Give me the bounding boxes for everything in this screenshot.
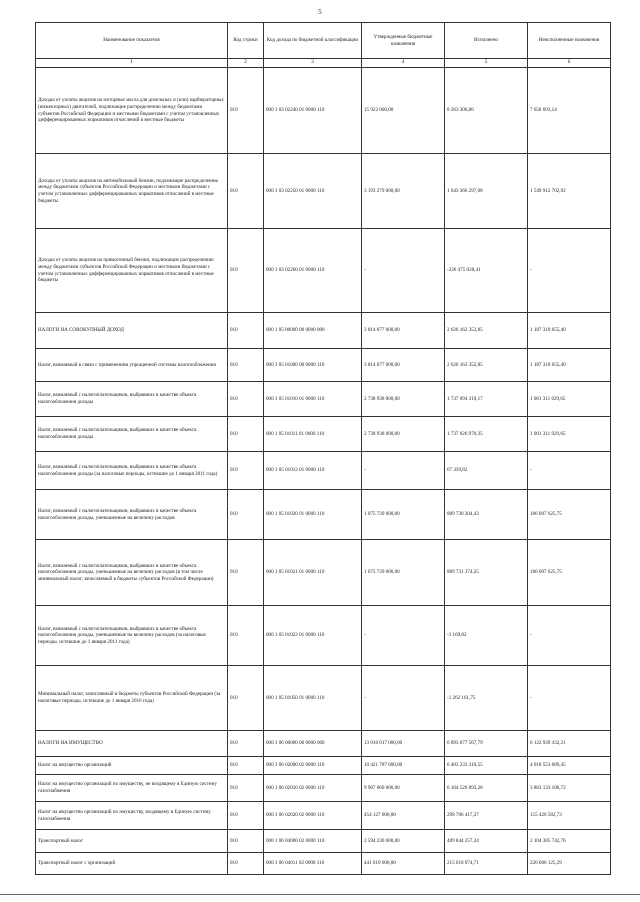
row-code: 010 [228,490,264,540]
row-executed: 215 018 874,71 [445,853,528,875]
row-name: Налог, взимаемый с налогоплательщиков, выбравших в качестве объекта налогообложения доходы [36,382,228,417]
column-header: Наименование показателя [36,23,228,59]
row-classification: 000 1 03 02250 01 0000 110 [264,154,362,229]
table-row [36,606,611,666]
row-code: 010 [228,606,264,666]
row-code: 010 [228,775,264,802]
row-name: НАЛОГИ НА ИМУЩЕСТВО [36,731,228,757]
row-code: 010 [228,382,264,417]
row-approved: 2 738 938 000,00 [362,417,445,452]
column-header: Код строки [228,23,264,59]
row-name: Транспортный налог с организаций [36,853,228,875]
column-number: 6 [528,59,611,68]
row-approved: - [362,606,445,666]
row-executed: 1 737 626 970,35 [445,417,528,452]
row-classification: 000 1 05 01000 00 0000 110 [264,349,362,382]
row-classification: 000 1 06 02000 02 0000 110 [264,757,362,775]
row-executed: 1 643 366 297,08 [445,154,528,229]
row-name: Налог, взимаемый с налогоплательщиков, выбравших в качестве объекта налогообложения доходы, уменьшенные на величину расходов (в том числе минимальный налог, зачисляемый в бюджеты субъектов Российской Федерации) [36,540,228,606]
row-code: 010 [228,349,264,382]
row-approved: 454 127 000,00 [362,802,445,830]
table-row [36,417,611,452]
row-unexecuted: - [528,606,611,666]
column-number: 3 [264,59,362,68]
row-approved: 3 814 677 000,00 [362,349,445,382]
row-classification: 000 1 05 01050 01 0000 110 [264,666,362,731]
row-classification: 000 1 03 02240 01 0000 110 [264,68,362,154]
budget-execution-table [35,22,611,875]
column-header: Исполнено [445,23,528,59]
row-approved: 441 019 000,00 [362,853,445,875]
row-executed: 6 104 526 893,28 [445,775,528,802]
row-executed: 889 730 204,43 [445,490,528,540]
row-code: 010 [228,452,264,490]
table-row [36,666,611,731]
table-row [36,853,611,875]
row-approved: - [362,229,445,313]
row-classification: 000 1 05 01012 01 0000 110 [264,452,362,490]
table-row [36,802,611,830]
row-approved: 1 075 739 000,00 [362,540,445,606]
row-unexecuted: 4 018 553 689,45 [528,757,611,775]
row-name: Доходы от уплаты акцизов на моторные масла для дизельных и (или) карбюраторных (инжекторных) двигателей, подлежащие распределению между бюджетами субъектов Российской Федерации и местными бюджетами с учетом установленных дифференцированных нормативов отчислений в местные бюджеты [36,68,228,154]
row-classification: 000 1 06 04000 02 0000 110 [264,830,362,853]
row-approved: 13 016 017 000,00 [362,731,445,757]
row-code: 010 [228,313,264,349]
row-classification: 000 1 06 02010 02 0000 110 [264,775,362,802]
table-row [36,68,611,154]
row-classification: 000 1 05 01011 01 0000 110 [264,417,362,452]
row-unexecuted: 186 007 625,75 [528,490,611,540]
table-row [36,313,611,349]
table-row [36,731,611,757]
row-code: 010 [228,853,264,875]
row-unexecuted: 6 122 939 432,21 [528,731,611,757]
row-unexecuted: 7 658 693,14 [528,68,611,154]
row-executed: -226 475 028,41 [445,229,528,313]
table-row [36,154,611,229]
row-executed: 8 263 306,86 [445,68,528,154]
row-classification: 000 1 03 02260 01 0000 110 [264,229,362,313]
row-unexecuted: 155 420 582,73 [528,802,611,830]
row-approved: 1 075 739 000,00 [362,490,445,540]
row-approved: - [362,666,445,731]
row-name: Минимальный налог, зачисляемый в бюджеты субъектов Российской Федерации (за налоговые периоды, истекшие до 1 января 2016 года) [36,666,228,731]
row-executed: 298 706 417,27 [445,802,528,830]
row-unexecuted: 3 863 133 106,72 [528,775,611,802]
row-executed: 6 893 077 567,79 [445,731,528,757]
row-unexecuted: 186 007 625,75 [528,540,611,606]
row-executed: 6 403 233 310,55 [445,757,528,775]
row-classification: 000 1 05 01020 01 0000 110 [264,490,362,540]
row-executed: 889 731 374,25 [445,540,528,606]
row-name: Налог, взимаемый с налогоплательщиков, выбравших в качестве объекта налогообложения доходы, уменьшенные на величину расходов [36,490,228,540]
row-code: 010 [228,731,264,757]
row-name: Налог на имущество организаций по имуществу, входящему в Единую систему газоснабжения [36,802,228,830]
row-unexecuted: 2 104 385 742,76 [528,830,611,853]
row-name: Налог, взимаемый с налогоплательщиков, выбравших в качестве объекта налогообложения доходы (за налоговые периоды, истекшие до 1 января 2011 года) [36,452,228,490]
table-row [36,757,611,775]
row-name: Транспортный налог [36,830,228,853]
row-approved: 9 967 660 000,00 [362,775,445,802]
row-name: НАЛОГИ НА СОВОКУПНЫЙ ДОХОД [36,313,228,349]
row-executed: 1 737 694 310,17 [445,382,528,417]
row-name: Доходы от уплаты акцизов на автомобильный бензин, подлежащие распределению между бюджетами субъектов Российской Федерации и местными бюджетами с учетом установленных дифференцированных нормативов отчислений в местные бюджеты [36,154,228,229]
row-code: 010 [228,229,264,313]
row-executed: -1 262 161,75 [445,666,528,731]
row-code: 010 [228,802,264,830]
row-name: Доходы от уплаты акцизов на прямогонный бензин, подлежащие распределению между бюджетами субъектов Российской Федерации и местными бюджетами с учетом установленных дифференцированных нормативов отчислений в местные бюджеты [36,229,228,313]
column-number-row [36,59,611,68]
row-approved: 3 814 677 000,00 [362,313,445,349]
column-header: Утвержденные бюджетные назначения [362,23,445,59]
row-unexecuted: 1 187 318 655,40 [528,313,611,349]
row-code: 010 [228,154,264,229]
row-unexecuted: 1 187 318 655,40 [528,349,611,382]
table-row [36,490,611,540]
row-approved: 2 594 230 000,00 [362,830,445,853]
row-code: 010 [228,757,264,775]
row-unexecuted: 226 000 125,29 [528,853,611,875]
row-approved: 2 738 938 000,00 [362,382,445,417]
column-header: Код дохода по бюджетной классификации [264,23,362,59]
row-unexecuted: - [528,666,611,731]
row-approved: 15 922 000,00 [362,68,445,154]
table-row [36,830,611,853]
column-number: 4 [362,59,445,68]
row-classification: 000 1 06 00000 00 0000 000 [264,731,362,757]
row-unexecuted: - [528,229,611,313]
table-row [36,349,611,382]
row-approved: 10 421 787 000,00 [362,757,445,775]
column-number: 5 [445,59,528,68]
row-classification: 000 1 05 01022 01 0000 110 [264,606,362,666]
column-number: 1 [36,59,228,68]
row-classification: 000 1 06 04011 02 0000 110 [264,853,362,875]
row-name: Налог на имущество организаций по имуществу, не входящему в Единую систему газоснабжения [36,775,228,802]
row-unexecuted: 1 001 311 029,65 [528,417,611,452]
row-executed: -1 169,82 [445,606,528,666]
page-number: 5 [318,8,322,16]
table-row [36,382,611,417]
row-executed: 2 626 162 352,85 [445,349,528,382]
row-executed: 67 339,82 [445,452,528,490]
row-executed: 2 626 162 352,85 [445,313,528,349]
column-header: Неисполненные назначения [528,23,611,59]
table-row [36,452,611,490]
table-header-row [36,23,611,59]
page-bottom-rule [0,894,640,895]
row-code: 010 [228,830,264,853]
table-row [36,540,611,606]
row-classification: 000 1 05 00000 00 0000 000 [264,313,362,349]
row-unexecuted: 1 001 311 029,65 [528,382,611,417]
table-row [36,229,611,313]
row-code: 010 [228,666,264,731]
row-name: Налог, взимаемый с налогоплательщиков, выбравших в качестве объекта налогообложения доходы, уменьшенные на величину расходов (за налоговые периоды, истекшие до 1 января 2011 года) [36,606,228,666]
row-name: Налог, взимаемый в связи с применением упрощенной системы налогообложения [36,349,228,382]
row-classification: 000 1 05 01010 01 0000 110 [264,382,362,417]
row-unexecuted: 1 549 912 702,92 [528,154,611,229]
row-code: 010 [228,417,264,452]
row-code: 010 [228,68,264,154]
row-classification: 000 1 05 01021 01 0000 110 [264,540,362,606]
row-approved: 3 193 279 000,00 [362,154,445,229]
row-approved: - [362,452,445,490]
column-number: 2 [228,59,264,68]
row-classification: 000 1 06 02020 02 0000 110 [264,802,362,830]
table-row [36,775,611,802]
row-unexecuted: - [528,452,611,490]
row-name: Налог на имущество организаций [36,757,228,775]
row-name: Налог, взимаемый с налогоплательщиков, выбравших в качестве объекта налогообложения доходы [36,417,228,452]
row-executed: 489 844 257,24 [445,830,528,853]
row-code: 010 [228,540,264,606]
